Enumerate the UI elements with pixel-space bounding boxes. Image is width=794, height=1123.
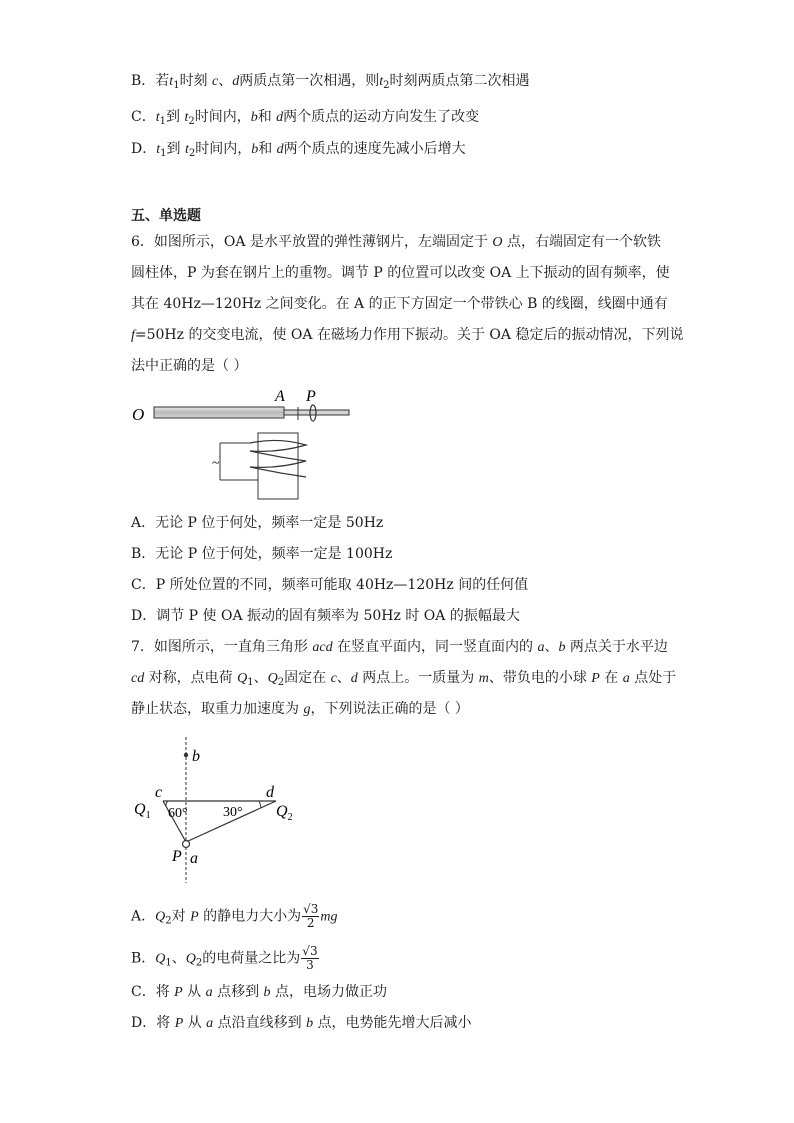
option-prev-d: D．$t_1$到 $t_2$时间内，b和 d两个质点的速度先减小后增大 (131, 141, 466, 159)
steel-strip (154, 407, 284, 418)
ac-source-symbol: ~ (212, 456, 220, 471)
q6-option-c: C．P 所处位置的不同，频率可能取 40Hz—120Hz 间的任何值 (131, 577, 529, 593)
q7-label-q2: $Q_2$ (276, 803, 293, 823)
q7-label-a: a (190, 850, 198, 867)
q6-stem-line3: 其在 40Hz—120Hz 之间变化。在 A 的正下方固定一个带铁心 B 的线圈，线圈中通有 (131, 296, 668, 312)
q7-label-p: P (172, 848, 182, 865)
q6-option-a: A．无论 P 位于何处，频率一定是 50Hz (131, 515, 384, 531)
point-b-dot (184, 753, 188, 757)
q6-stem-line5: 法中正确的是（ ） (131, 358, 248, 374)
q6-option-d: D．调节 P 使 OA 振动的固有频率为 50Hz 时 OA 的振幅最大 (131, 608, 520, 624)
ball-p (183, 841, 190, 848)
q6-stem-line4: f=50Hz 的交变电流，使 OA 在磁场力作用下振动。关于 OA 稳定后的振动情况，下列说 (131, 327, 684, 343)
q7-stem-line1: 7．如图所示，一直角三角形 acd 在竖直平面内，同一竖直面内的 a、b 两点关于水平边 (131, 639, 668, 655)
angle-30-label: 30° (223, 805, 243, 820)
q7-stem-line2: cd 对称，点电荷 $Q_1$、$Q_2$固定在 c、d 两点上。一质量为 m、带负电的小球 P 在 a 点处于 (131, 670, 677, 688)
q7-option-c: C．将 P 从 a 点移到 b 点，电场力做正功 (131, 984, 387, 1000)
option-prev-c: C．$t_1$到 $t_2$时间内，b和 d两个质点的运动方向发生了改变 (131, 109, 480, 127)
q7-label-c: c (155, 784, 163, 801)
q7-label-d: d (266, 784, 274, 801)
q7-label-b: b (192, 748, 200, 765)
q6-label-p: P (306, 388, 316, 405)
q7-stem-line3: 静止状态，取重力加速度为 g，下列说法正确的是（ ） (131, 701, 469, 717)
q7-option-b: B．$Q_1$、$Q_2$的电荷量之比为 $\frac{√3}{3}$ (131, 944, 318, 972)
q6-stem-line1: 6．如图所示，OA 是水平放置的弹性薄钢片，左端固定于 O 点，右端固定有一个软铁 (131, 234, 661, 250)
fraction-sqrt3-over-2: $\frac{√3}{2}$ (303, 902, 319, 930)
q6-stem-line2: 圆柱体，P 为套在钢片上的重物。调节 P 的位置可以改变 OA 上下振动的固有频率，使 (131, 265, 670, 281)
section-heading: 五、单选题 (131, 208, 201, 224)
angle-60-label: 60° (168, 806, 188, 821)
angle-arc-30 (259, 801, 261, 808)
q6-option-b: B．无论 P 位于何处，频率一定是 100Hz (131, 546, 393, 562)
q7-label-q1: $Q_1$ (134, 801, 151, 821)
q6-label-o: O (132, 405, 145, 424)
q6-figure (128, 385, 358, 503)
fraction-sqrt3-over-3: $\frac{√3}{3}$ (302, 944, 318, 972)
q7-figure (128, 735, 303, 885)
q6-label-a: A (275, 388, 285, 405)
q7-option-a: A．$Q_2$对 P 的静电力大小为 $\frac{√3}{2}$ mg (131, 902, 338, 930)
q7-option-d: D．将 P 从 a 点沿直线移到 b 点，电势能先增大后减小 (131, 1015, 472, 1031)
option-prev-b: B．若$t_1$时刻 c、d两质点第一次相遇，则$t_2$时刻两质点第二次相遇 (131, 73, 530, 91)
